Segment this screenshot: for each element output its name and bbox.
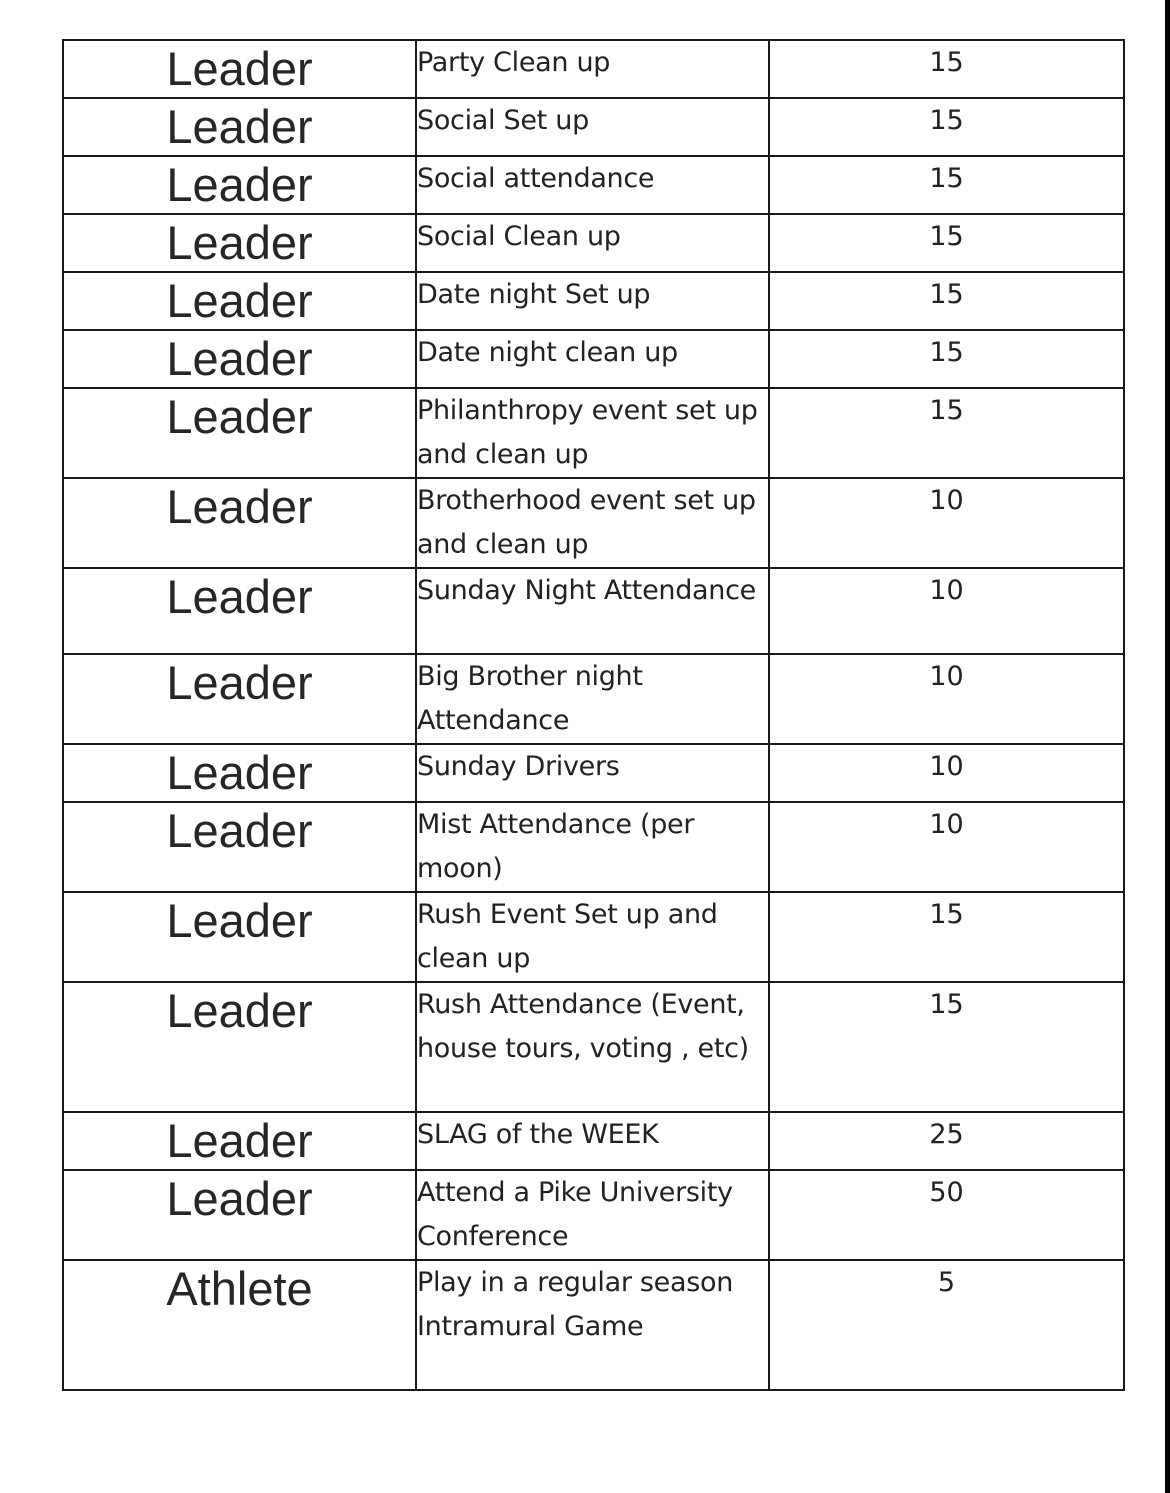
role-cell: Leader (63, 98, 416, 156)
table-row (63, 156, 1124, 214)
table-row (63, 478, 1124, 568)
role-cell: Leader (63, 568, 416, 654)
points-cell: 10 (769, 744, 1124, 802)
role-cell: Athlete (63, 1260, 416, 1390)
task-cell: Attend a Pike University Conference (416, 1170, 769, 1260)
table-row (63, 892, 1124, 982)
points-cell: 15 (769, 40, 1124, 98)
task-cell: Party Clean up (416, 40, 769, 98)
points-cell: 15 (769, 330, 1124, 388)
table-row (63, 744, 1124, 802)
role-cell: Leader (63, 330, 416, 388)
role-cell: Leader (63, 1112, 416, 1170)
task-cell: Mist Attendance (per moon) (416, 802, 769, 892)
task-cell: Rush Attendance (Event, house tours, voting , etc) (416, 982, 769, 1112)
table-row (63, 330, 1124, 388)
points-cell: 15 (769, 892, 1124, 982)
role-cell: Leader (63, 744, 416, 802)
points-cell: 15 (769, 98, 1124, 156)
role-cell: Leader (63, 892, 416, 982)
points-cell: 25 (769, 1112, 1124, 1170)
task-cell: Rush Event Set up and clean up (416, 892, 769, 982)
task-cell: Play in a regular season Intramural Game (416, 1260, 769, 1390)
points-cell: 50 (769, 1170, 1124, 1260)
role-cell: Leader (63, 214, 416, 272)
role-cell: Leader (63, 1170, 416, 1260)
role-cell: Leader (63, 478, 416, 568)
points-cell: 15 (769, 982, 1124, 1112)
task-cell: Sunday Drivers (416, 744, 769, 802)
points-cell: 15 (769, 272, 1124, 330)
table-row (63, 388, 1124, 478)
table-row (63, 1170, 1124, 1260)
points-cell: 15 (769, 388, 1124, 478)
table-row (63, 654, 1124, 744)
table-row (63, 40, 1124, 98)
table-row (63, 1260, 1124, 1390)
points-cell: 10 (769, 802, 1124, 892)
table-row (63, 214, 1124, 272)
points-table (62, 39, 1125, 1391)
role-cell: Leader (63, 272, 416, 330)
role-cell: Leader (63, 40, 416, 98)
page-edge-border (1165, 0, 1170, 1493)
task-cell: Social Clean up (416, 214, 769, 272)
task-cell: Date night Set up (416, 272, 769, 330)
task-cell: Big Brother night Attendance (416, 654, 769, 744)
role-cell: Leader (63, 982, 416, 1112)
points-cell: 10 (769, 568, 1124, 654)
task-cell: Sunday Night Attendance (416, 568, 769, 654)
task-cell: SLAG of the WEEK (416, 1112, 769, 1170)
points-cell: 5 (769, 1260, 1124, 1390)
table-row (63, 1112, 1124, 1170)
table-row (63, 98, 1124, 156)
points-cell: 10 (769, 478, 1124, 568)
task-cell: Social Set up (416, 98, 769, 156)
task-cell: Philanthropy event set up and clean up (416, 388, 769, 478)
role-cell: Leader (63, 654, 416, 744)
task-cell: Brotherhood event set up and clean up (416, 478, 769, 568)
table-row (63, 272, 1124, 330)
table-row (63, 568, 1124, 654)
table-row (63, 982, 1124, 1112)
task-cell: Social attendance (416, 156, 769, 214)
points-cell: 15 (769, 214, 1124, 272)
table-row (63, 802, 1124, 892)
task-cell: Date night clean up (416, 330, 769, 388)
role-cell: Leader (63, 802, 416, 892)
points-cell: 10 (769, 654, 1124, 744)
role-cell: Leader (63, 388, 416, 478)
points-cell: 15 (769, 156, 1124, 214)
role-cell: Leader (63, 156, 416, 214)
